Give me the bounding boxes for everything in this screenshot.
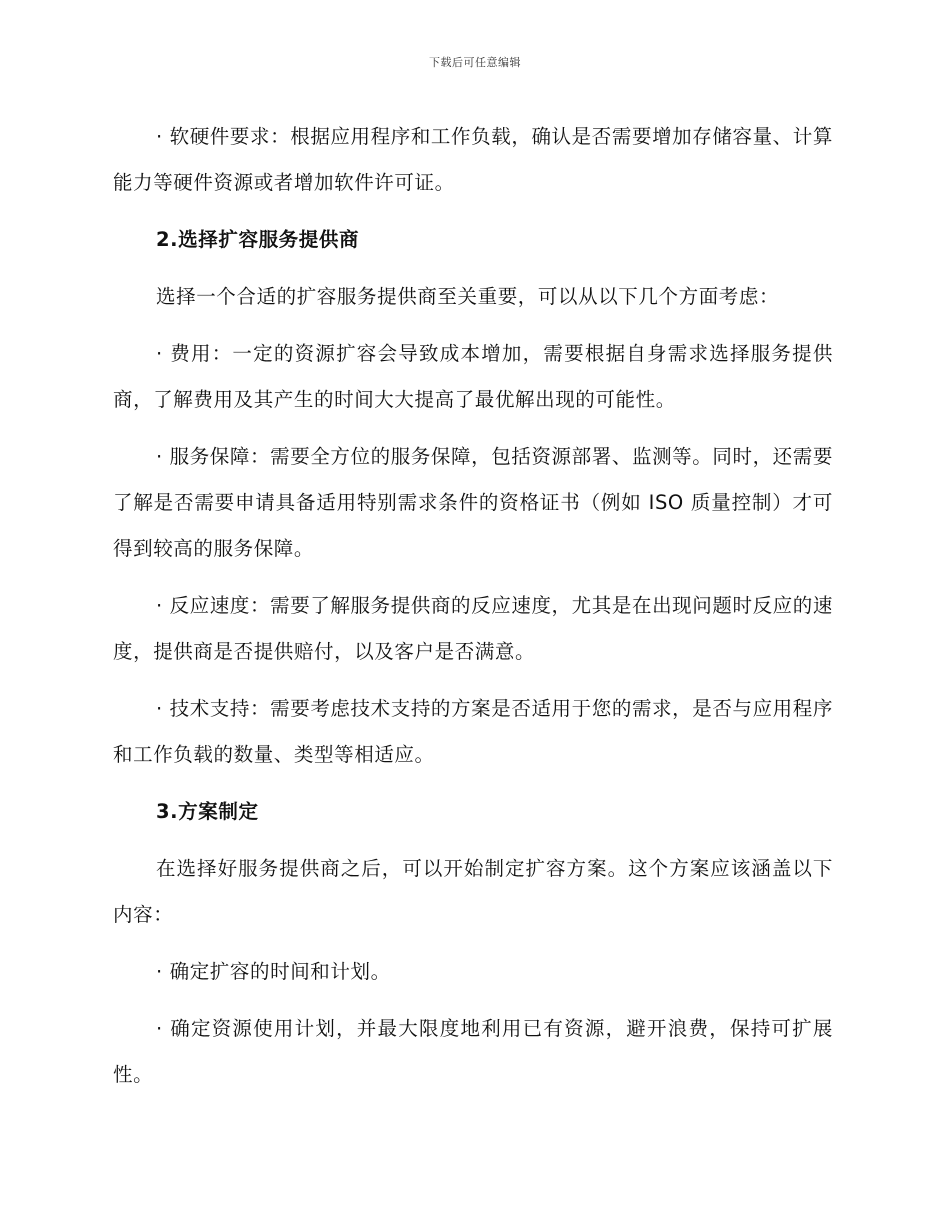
document-body <box>113 114 833 1098</box>
section-heading-plan: 3.方案制定 <box>156 800 259 823</box>
paragraph-service-guarantee: · 服务保障：需要全方位的服务保障，包括资源部署、监测等。同时，还需要了解是否需要申请具备适用特别需求条件的资格证书（例如 ISO 质量控制）才可得到较高的服务保障。 <box>113 445 833 560</box>
paragraph-response-speed: · 反应速度：需要了解服务提供商的反应速度，尤其是在出现问题时反应的速度，提供商是否提供赔付，以及客户是否满意。 <box>113 594 833 663</box>
section-heading-select-provider: 2.选择扩容服务提供商 <box>156 228 360 251</box>
paragraph-technical-support: · 技术支持：需要考虑技术支持的方案是否适用于您的需求，是否与应用程序和工作负载的数量、类型等相适应。 <box>113 697 833 766</box>
paragraph-cost: · 费用：一定的资源扩容会导致成本增加，需要根据自身需求选择服务提供商，了解费用及其产生的时间大大提高了最优解出现的可能性。 <box>113 342 833 411</box>
paragraph-hardware-software-requirements: · 软硬件要求：根据应用程序和工作负载，确认是否需要增加存储容量、计算能力等硬件资源或者增加软件许可证。 <box>113 125 833 194</box>
paragraph-plan-intro: 在选择好服务提供商之后，可以开始制定扩容方案。这个方案应该涵盖以下内容： <box>113 857 833 926</box>
header-note: 下载后可任意编辑 <box>429 56 521 69</box>
paragraph-resource-plan: · 确定资源使用计划，并最大限度地利用已有资源，避开浪费，保持可扩展性。 <box>113 1017 833 1086</box>
paragraph-provider-intro: 选择一个合适的扩容服务提供商至关重要，可以从以下几个方面考虑： <box>156 285 780 308</box>
paragraph-timing-plan: · 确定扩容的时间和计划。 <box>156 960 391 983</box>
